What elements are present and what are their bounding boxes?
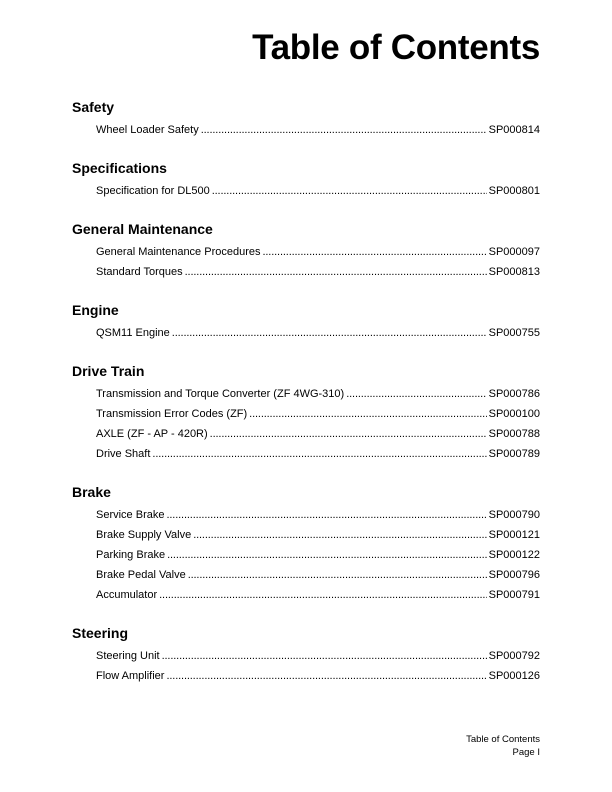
entry-code: SP000786 bbox=[488, 388, 540, 400]
section-heading: Safety bbox=[72, 99, 115, 115]
entry-label: Transmission Error Codes (ZF) bbox=[96, 408, 248, 420]
entry-label: Specification for DL500 bbox=[96, 185, 210, 197]
entry-code: SP000788 bbox=[488, 428, 540, 440]
page-footer bbox=[466, 733, 540, 759]
toc-section bbox=[72, 361, 540, 464]
toc-entry[interactable] bbox=[96, 404, 540, 424]
toc-entry[interactable] bbox=[96, 666, 540, 686]
entry-code: SP000126 bbox=[488, 670, 540, 682]
entry-label: AXLE (ZF - AP - 420R) bbox=[96, 428, 208, 440]
entry-code: SP000813 bbox=[488, 266, 540, 278]
dot-leader bbox=[249, 404, 486, 424]
section-heading: General Maintenance bbox=[72, 221, 213, 237]
dot-leader bbox=[166, 505, 486, 525]
dot-leader bbox=[212, 181, 487, 201]
dot-leader bbox=[152, 444, 486, 464]
entry-label: QSM11 Engine bbox=[96, 327, 170, 339]
entry-code: SP000097 bbox=[488, 246, 540, 258]
page-title: Table of Contents bbox=[252, 28, 540, 67]
toc-entry[interactable] bbox=[96, 545, 540, 565]
dot-leader bbox=[159, 585, 486, 605]
section-heading: Drive Train bbox=[72, 363, 145, 379]
dot-leader bbox=[162, 646, 487, 666]
toc-entry[interactable] bbox=[96, 262, 540, 282]
entry-code: SP000792 bbox=[488, 650, 540, 662]
section-heading: Steering bbox=[72, 625, 129, 641]
dot-leader bbox=[193, 525, 486, 545]
toc-entry[interactable] bbox=[96, 242, 540, 262]
dot-leader bbox=[167, 545, 487, 565]
toc-entry[interactable] bbox=[96, 525, 540, 545]
toc-entry[interactable] bbox=[96, 444, 540, 464]
dot-leader bbox=[166, 666, 486, 686]
toc-entry[interactable] bbox=[96, 505, 540, 525]
entry-code: SP000121 bbox=[488, 529, 540, 541]
toc-entry[interactable] bbox=[96, 384, 540, 404]
entry-code: SP000789 bbox=[488, 448, 540, 460]
toc-entry[interactable] bbox=[96, 181, 540, 201]
entry-label: Parking Brake bbox=[96, 549, 166, 561]
dot-leader bbox=[262, 242, 486, 262]
entry-label: Brake Pedal Valve bbox=[96, 569, 186, 581]
entry-code: SP000122 bbox=[488, 549, 540, 561]
entry-code: SP000755 bbox=[488, 327, 540, 339]
dot-leader bbox=[210, 424, 487, 444]
entry-code: SP000796 bbox=[488, 569, 540, 581]
entry-label: Drive Shaft bbox=[96, 448, 151, 460]
entry-code: SP000801 bbox=[488, 185, 540, 197]
toc-section bbox=[72, 482, 540, 605]
entry-code: SP000790 bbox=[488, 509, 540, 521]
entry-code: SP000791 bbox=[488, 589, 540, 601]
toc-section bbox=[72, 158, 540, 201]
toc-entry[interactable] bbox=[96, 424, 540, 444]
footer-title: Table of Contents bbox=[466, 734, 540, 745]
entry-label: Accumulator bbox=[96, 589, 158, 601]
entry-label: Standard Torques bbox=[96, 266, 183, 278]
toc-entry[interactable] bbox=[96, 323, 540, 343]
toc-section bbox=[72, 219, 540, 282]
table-of-contents bbox=[72, 97, 540, 704]
dot-leader bbox=[201, 120, 487, 140]
toc-section bbox=[72, 623, 540, 686]
entry-label: Flow Amplifier bbox=[96, 670, 165, 682]
entry-label: Brake Supply Valve bbox=[96, 529, 192, 541]
entry-label: Wheel Loader Safety bbox=[96, 124, 199, 136]
dot-leader bbox=[346, 384, 486, 404]
dot-leader bbox=[185, 262, 487, 282]
entry-code: SP000100 bbox=[488, 408, 540, 420]
entry-label: Service Brake bbox=[96, 509, 165, 521]
dot-leader bbox=[172, 323, 487, 343]
toc-entry[interactable] bbox=[96, 120, 540, 140]
entry-label: Steering Unit bbox=[96, 650, 160, 662]
entry-label: Transmission and Torque Converter (ZF 4WG-310) bbox=[96, 388, 345, 400]
section-heading: Brake bbox=[72, 484, 111, 500]
footer-page-number: Page I bbox=[512, 747, 540, 758]
section-heading: Specifications bbox=[72, 160, 167, 176]
toc-entry[interactable] bbox=[96, 565, 540, 585]
entry-label: General Maintenance Procedures bbox=[96, 246, 261, 258]
toc-entry[interactable] bbox=[96, 646, 540, 666]
entry-code: SP000814 bbox=[488, 124, 540, 136]
section-heading: Engine bbox=[72, 302, 119, 318]
toc-section bbox=[72, 97, 540, 140]
toc-section bbox=[72, 300, 540, 343]
dot-leader bbox=[188, 565, 487, 585]
toc-entry[interactable] bbox=[96, 585, 540, 605]
